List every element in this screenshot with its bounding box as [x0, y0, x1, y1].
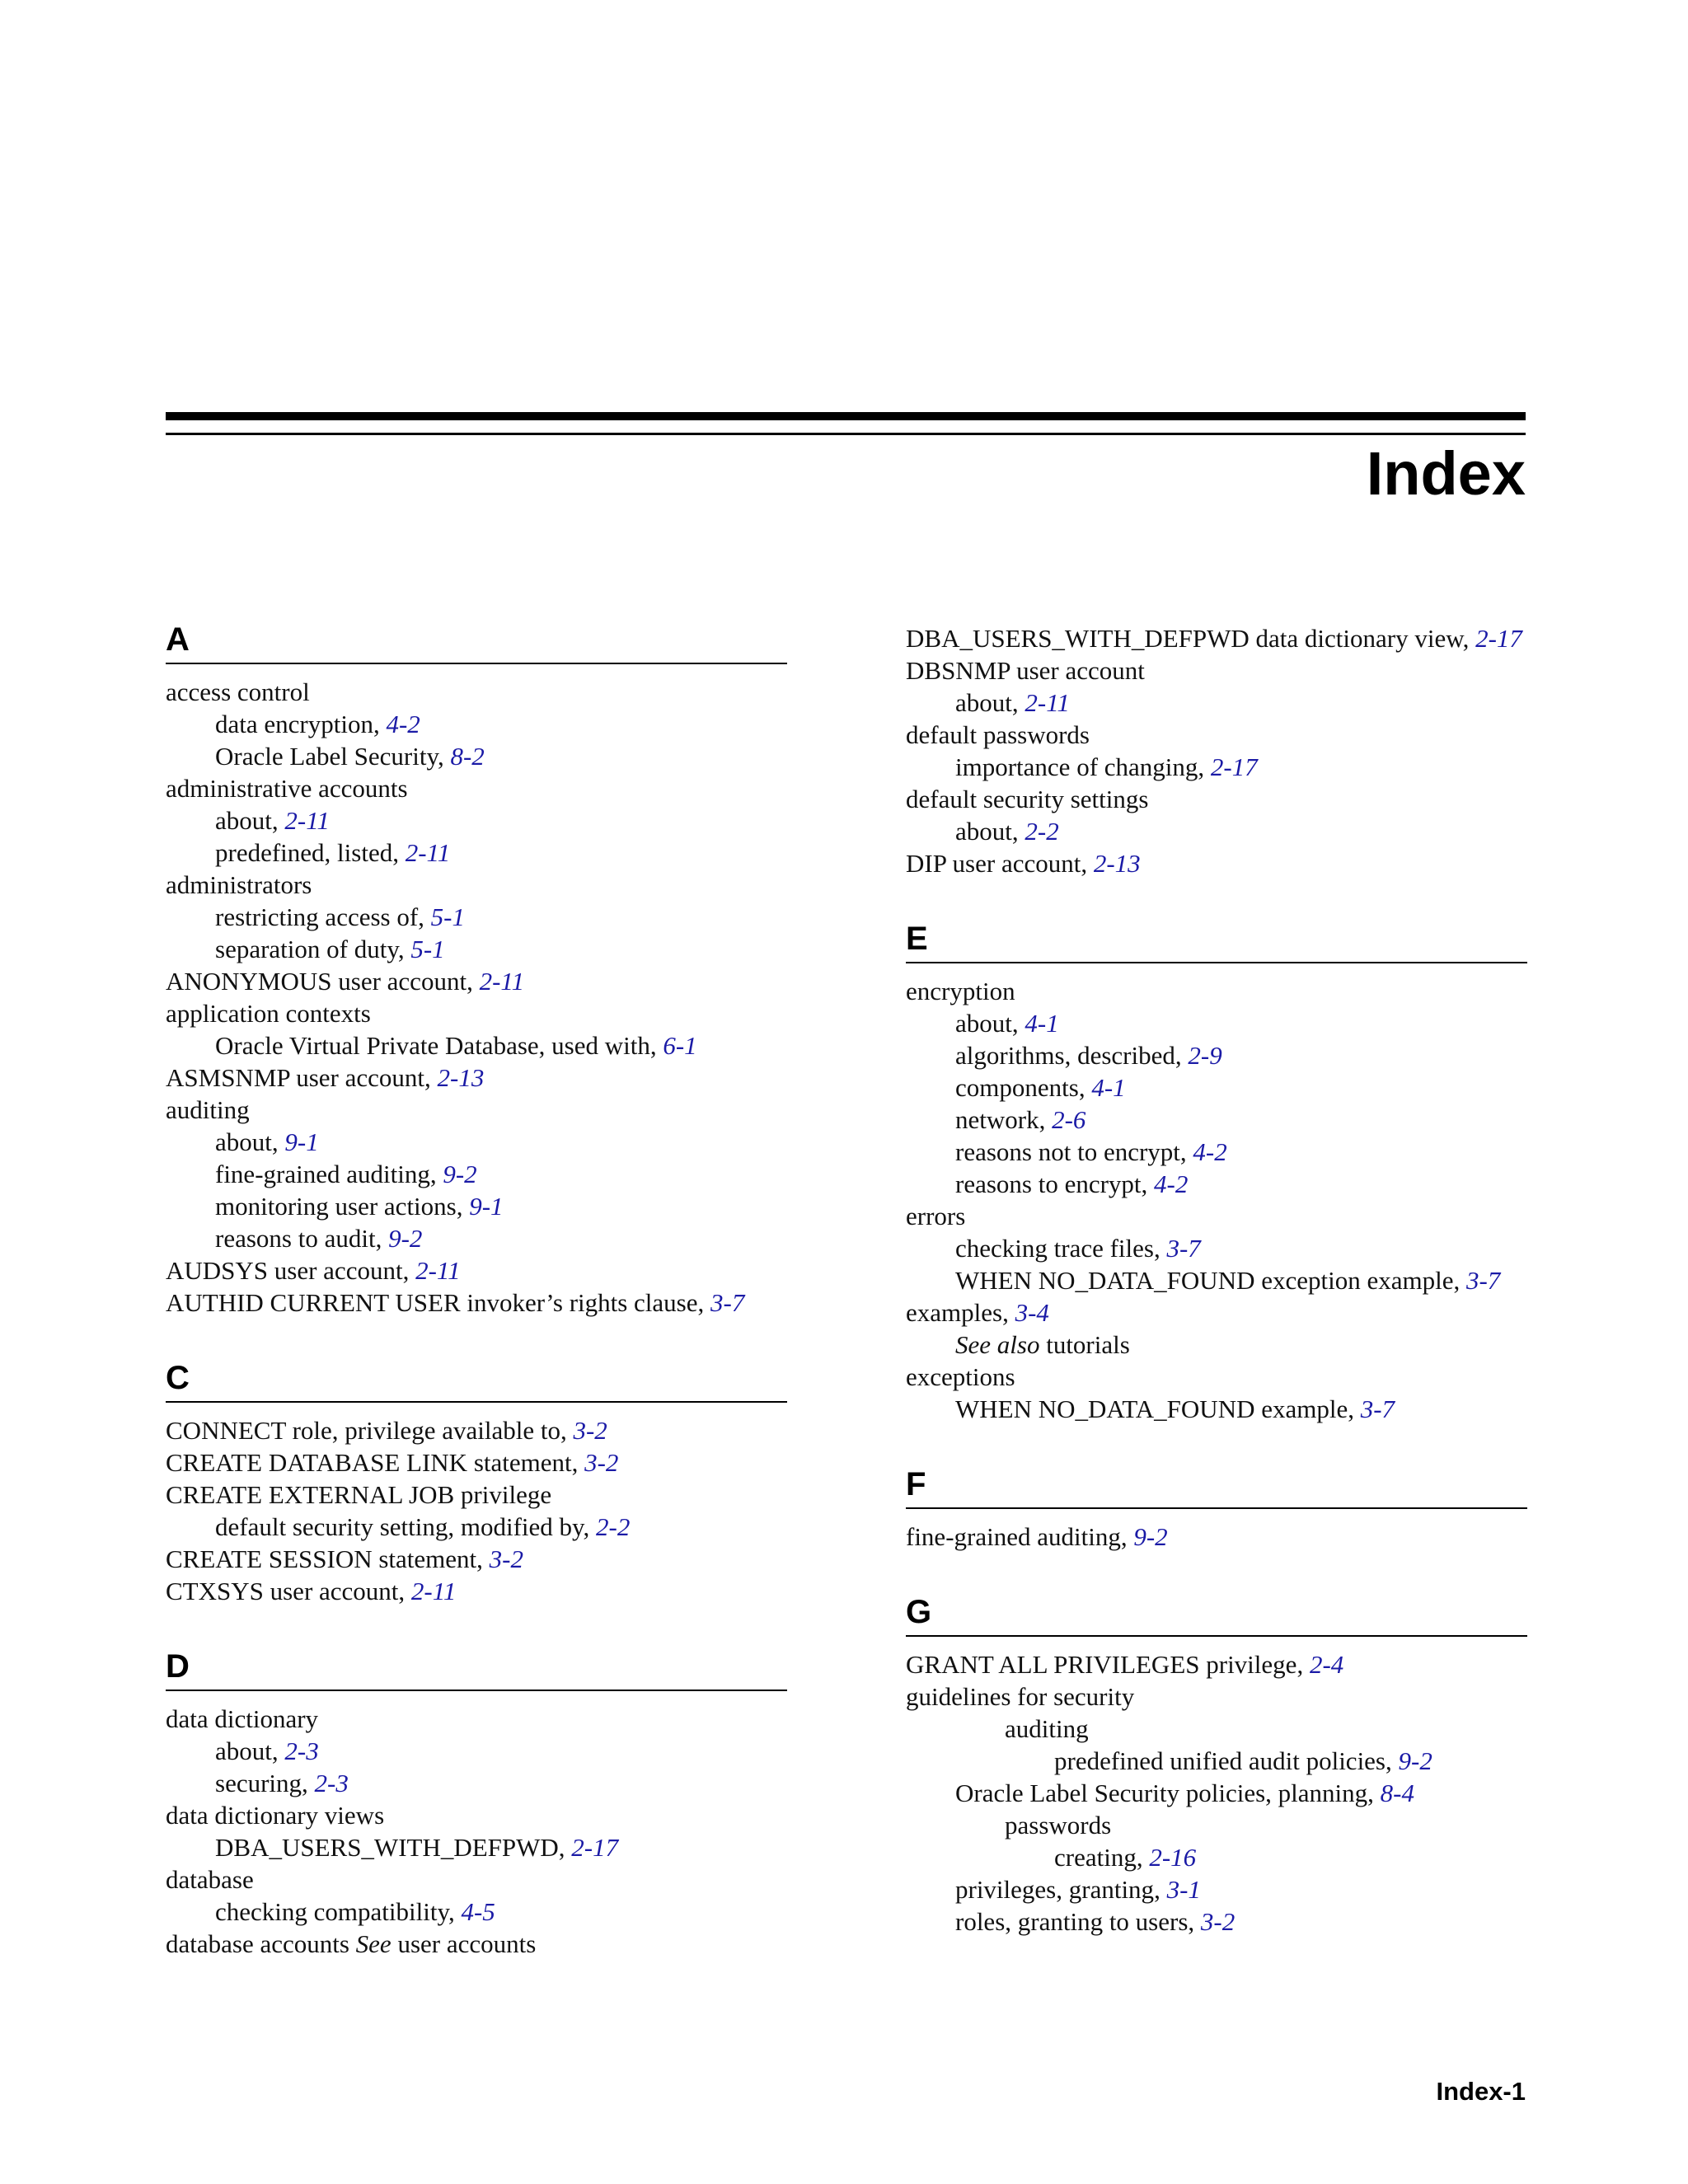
page-reference-link[interactable]: 2-11	[1025, 688, 1070, 717]
page-reference-link[interactable]: 2-13	[1093, 849, 1141, 878]
index-entry: creating, 2-16	[1054, 1843, 1197, 1872]
index-term: data dictionary views	[166, 1801, 385, 1830]
index-entry	[166, 676, 787, 708]
index-entry: separation of duty, 5-1	[215, 935, 445, 963]
index-term: CREATE DATABASE LINK statement	[166, 1448, 572, 1477]
index-entry	[906, 1713, 1527, 1745]
page-reference-link[interactable]: 4-1	[1025, 1009, 1059, 1038]
page-reference-link[interactable]: 4-2	[386, 710, 420, 738]
index-entry	[906, 975, 1527, 1007]
index-entry: data encryption, 4-2	[215, 710, 420, 738]
page-reference-link[interactable]: 2-11	[479, 967, 525, 996]
page-reference-link[interactable]: 3-7	[1360, 1394, 1395, 1423]
page-reference-link[interactable]: 9-1	[469, 1192, 504, 1221]
index-entry: GRANT ALL PRIVILEGES privilege, 2-4	[906, 1650, 1344, 1679]
index-term: passwords	[1005, 1811, 1112, 1840]
index-term: checking compatibility	[215, 1897, 448, 1926]
index-entry: WHEN NO_DATA_FOUND exception example, 3-7	[955, 1266, 1501, 1295]
index-entry	[166, 1799, 787, 1831]
page-reference-link[interactable]: 2-11	[410, 1577, 457, 1605]
index-entry: CREATE DATABASE LINK statement, 3-2	[166, 1448, 619, 1477]
index-entry	[906, 654, 1527, 687]
page-reference-link[interactable]: 2-16	[1149, 1843, 1197, 1872]
page-title: Index	[1366, 439, 1526, 508]
index-entry	[166, 1928, 787, 1960]
index-term: CREATE SESSION statement	[166, 1544, 477, 1573]
index-term: administrators	[166, 870, 312, 899]
index-section	[166, 1348, 787, 1607]
index-term: fine-grained auditing	[906, 1522, 1121, 1551]
index-section	[906, 1455, 1527, 1553]
index-term: CTXSYS user account	[166, 1577, 399, 1605]
section-letter-heading: F	[906, 1455, 1527, 1509]
page-reference-link[interactable]: 2-17	[1210, 752, 1258, 781]
index-entry: reasons to encrypt, 4-2	[955, 1169, 1189, 1198]
index-term: WHEN NO_DATA_FOUND example	[955, 1394, 1348, 1423]
index-entry	[906, 1361, 1527, 1393]
index-term: reasons not to encrypt	[955, 1137, 1180, 1166]
index-term: examples	[906, 1298, 1003, 1327]
page-reference-link[interactable]: 2-2	[1025, 817, 1059, 846]
index-term: DBSNMP user account	[906, 656, 1145, 685]
index-term: Oracle Label Security	[215, 742, 438, 771]
index-term: application contexts	[166, 999, 371, 1028]
section-letter-heading: A	[166, 610, 787, 664]
see-reference-label: See also	[955, 1330, 1040, 1359]
index-entry: network, 2-6	[955, 1105, 1086, 1134]
index-entry: CONNECT role, privilege available to, 3-2	[166, 1416, 607, 1445]
index-entry	[906, 1329, 1527, 1361]
index-entry: predefined, listed, 2-11	[215, 838, 451, 867]
page-reference-link[interactable]: 4-5	[461, 1897, 495, 1926]
page-reference-link[interactable]: 2-3	[284, 1736, 319, 1765]
index-term: DIP user account	[906, 849, 1081, 878]
see-reference-target: user accounts	[391, 1929, 537, 1958]
index-section	[906, 622, 1527, 879]
index-term: about	[215, 1127, 272, 1156]
index-section	[166, 610, 787, 1319]
page-reference-link[interactable]: 2-2	[596, 1512, 631, 1541]
index-entry	[166, 1094, 787, 1126]
see-reference-label: See	[355, 1929, 392, 1958]
index-entry: CREATE SESSION statement, 3-2	[166, 1544, 523, 1573]
title-rule-thick	[166, 412, 1526, 420]
index-section	[906, 1582, 1527, 1938]
page-reference-link[interactable]: 3-2	[489, 1544, 523, 1573]
index-entry	[906, 719, 1527, 751]
index-entry: Oracle Virtual Private Database, used with, 6-1	[215, 1031, 697, 1060]
index-entry: about, 2-11	[955, 688, 1070, 717]
index-term: about	[215, 806, 272, 835]
index-entry: Oracle Label Security, 8-2	[215, 742, 485, 771]
section-letter-heading: C	[166, 1348, 787, 1403]
index-entry	[166, 772, 787, 804]
page-reference-link[interactable]: 3-2	[584, 1448, 619, 1477]
index-entry: about, 2-3	[215, 1736, 319, 1765]
page-reference-link[interactable]: 3-2	[1200, 1907, 1236, 1936]
index-term: WHEN NO_DATA_FOUND exception example	[955, 1266, 1454, 1295]
index-term: fine-grained auditing	[215, 1160, 430, 1188]
index-entry: about, 2-11	[215, 806, 330, 835]
page-reference-link[interactable]: 3-7	[710, 1288, 745, 1317]
index-term: importance of changing	[955, 752, 1198, 781]
page-reference-link[interactable]: 2-17	[1475, 624, 1522, 653]
index-entry: roles, granting to users, 3-2	[955, 1907, 1236, 1936]
index-term: reasons to encrypt	[955, 1169, 1142, 1198]
index-entry: AUDSYS user account, 2-11	[166, 1256, 461, 1285]
index-entry: DBA_USERS_WITH_DEFPWD data dictionary view, 2-17	[906, 624, 1522, 653]
index-entry: ANONYMOUS user account, 2-11	[166, 967, 525, 996]
page-reference-link[interactable]: 3-4	[1015, 1298, 1049, 1327]
index-entry: fine-grained auditing, 9-2	[215, 1160, 477, 1188]
index-term: algorithms, described	[955, 1041, 1175, 1070]
page-reference-link[interactable]: 3-1	[1166, 1875, 1201, 1904]
index-term: checking trace files	[955, 1234, 1154, 1263]
index-term: access control	[166, 677, 310, 706]
index-entry	[906, 1809, 1527, 1841]
page-reference-link[interactable]: 4-1	[1091, 1073, 1126, 1102]
index-entry: about, 2-2	[955, 817, 1059, 846]
index-term: auditing	[1005, 1714, 1089, 1743]
index-entry	[906, 783, 1527, 815]
index-entry	[906, 1680, 1527, 1713]
page-reference-link[interactable]: 5-1	[430, 902, 465, 931]
index-entry: securing, 2-3	[215, 1769, 349, 1797]
page-reference-link[interactable]: 2-3	[314, 1769, 349, 1797]
index-term: encryption	[906, 977, 1015, 1005]
page-reference-link[interactable]: 9-2	[388, 1224, 423, 1253]
index-entry: checking trace files, 3-7	[955, 1234, 1201, 1263]
index-term: administrative accounts	[166, 774, 408, 803]
page-reference-link[interactable]: 2-6	[1052, 1105, 1086, 1134]
index-term: components	[955, 1073, 1079, 1102]
index-term: auditing	[166, 1095, 250, 1124]
page-reference-link[interactable]: 9-1	[284, 1127, 319, 1156]
index-entry: reasons not to encrypt, 4-2	[955, 1137, 1227, 1166]
index-term: predefined unified audit policies	[1054, 1746, 1386, 1775]
page-reference-link[interactable]: 2-13	[437, 1063, 485, 1092]
index-term: database accounts	[166, 1929, 349, 1958]
page-reference-link[interactable]: 5-1	[410, 935, 445, 963]
index-entry: privileges, granting, 3-1	[955, 1875, 1201, 1904]
index-term: creating	[1054, 1843, 1137, 1872]
page-reference-link[interactable]: 3-7	[1465, 1266, 1501, 1295]
index-term: ASMSNMP user account	[166, 1063, 425, 1092]
index-section	[906, 909, 1527, 1425]
index-term: CONNECT role, privilege available to	[166, 1416, 560, 1445]
index-entry: importance of changing, 2-17	[955, 752, 1258, 781]
index-term: data encryption	[215, 710, 373, 738]
page-reference-link[interactable]: 8-4	[1380, 1779, 1414, 1807]
index-entry: about, 4-1	[955, 1009, 1059, 1038]
index-term: privileges, granting	[955, 1875, 1155, 1904]
index-section	[166, 1637, 787, 1960]
index-term: AUDSYS user account	[166, 1256, 403, 1285]
index-term: data dictionary	[166, 1704, 319, 1733]
index-term: predefined, listed	[215, 838, 393, 867]
page-reference-link[interactable]: 4-2	[1154, 1169, 1189, 1198]
index-entry: predefined unified audit policies, 9-2	[1054, 1746, 1432, 1775]
index-term: DBA_USERS_WITH_DEFPWD data dictionary view	[906, 624, 1463, 653]
index-term: exceptions	[906, 1362, 1015, 1391]
index-term: about	[215, 1736, 272, 1765]
index-term: Oracle Label Security policies, planning	[955, 1779, 1368, 1807]
index-entry: monitoring user actions, 9-1	[215, 1192, 504, 1221]
index-entry	[166, 869, 787, 901]
index-entry	[166, 1479, 787, 1511]
index-entry	[166, 1863, 787, 1896]
see-reference-target: tutorials	[1039, 1330, 1130, 1359]
index-term: guidelines for security	[906, 1682, 1135, 1711]
index-term: DBA_USERS_WITH_DEFPWD	[215, 1833, 559, 1862]
index-term: about	[955, 688, 1012, 717]
index-entry: checking compatibility, 4-5	[215, 1897, 495, 1926]
index-entry: DBA_USERS_WITH_DEFPWD, 2-17	[215, 1833, 619, 1862]
page-footer: Index-1	[1436, 2077, 1526, 2106]
index-term: separation of duty	[215, 935, 398, 963]
index-entry: reasons to audit, 9-2	[215, 1224, 423, 1253]
page-reference-link[interactable]: 4-2	[1193, 1137, 1227, 1166]
index-term: reasons to audit	[215, 1224, 376, 1253]
section-letter-heading: D	[166, 1637, 787, 1691]
index-term: restricting access of	[215, 902, 419, 931]
title-rule-thin	[166, 433, 1526, 435]
page-reference-link[interactable]: 2-11	[284, 806, 330, 835]
index-term: default security setting, modified by	[215, 1512, 584, 1541]
index-entry: Oracle Label Security policies, planning, 8-4	[955, 1779, 1414, 1807]
index-entry	[166, 997, 787, 1029]
page-reference-link[interactable]: 8-2	[450, 742, 485, 771]
page-reference-link[interactable]: 2-9	[1188, 1041, 1222, 1070]
page-reference-link[interactable]: 9-2	[1133, 1522, 1168, 1551]
index-term: CREATE EXTERNAL JOB privilege	[166, 1480, 552, 1509]
page-reference-link[interactable]: 2-4	[1309, 1650, 1344, 1679]
index-entry: CTXSYS user account, 2-11	[166, 1577, 457, 1605]
index-column-left	[166, 610, 787, 1990]
page-reference-link[interactable]: 3-2	[573, 1416, 607, 1445]
section-letter-heading: E	[906, 909, 1527, 963]
index-entry: examples, 3-4	[906, 1298, 1049, 1327]
index-term: default passwords	[906, 720, 1090, 749]
index-term: default security settings	[906, 785, 1149, 813]
index-term: AUTHID CURRENT USER invoker’s rights clause	[166, 1288, 698, 1317]
index-entry: default security setting, modified by, 2-2	[215, 1512, 631, 1541]
page-reference-link[interactable]: 2-11	[415, 1256, 461, 1285]
page-reference-link[interactable]: 2-17	[571, 1833, 619, 1862]
section-letter-heading: G	[906, 1582, 1527, 1637]
index-entry: about, 9-1	[215, 1127, 319, 1156]
index-entry	[906, 1200, 1527, 1232]
index-entry: DIP user account, 2-13	[906, 849, 1141, 878]
index-term: network	[955, 1105, 1039, 1134]
index-term: ANONYMOUS user account	[166, 967, 467, 996]
index-entry	[166, 1703, 787, 1735]
index-term: errors	[906, 1202, 966, 1230]
page-reference-link[interactable]: 9-2	[1398, 1746, 1432, 1775]
index-entry: fine-grained auditing, 9-2	[906, 1522, 1168, 1551]
index-term: monitoring user actions	[215, 1192, 457, 1221]
page-reference-link[interactable]: 2-11	[405, 838, 451, 867]
index-term: about	[955, 1009, 1012, 1038]
index-entry: components, 4-1	[955, 1073, 1126, 1102]
index-term: Oracle Virtual Private Database, used with	[215, 1031, 650, 1060]
index-entry: ASMSNMP user account, 2-13	[166, 1063, 485, 1092]
index-term: securing	[215, 1769, 302, 1797]
index-term: database	[166, 1865, 254, 1894]
index-term: about	[955, 817, 1012, 846]
index-entry: AUTHID CURRENT USER invoker’s rights clause, 3-7	[166, 1288, 745, 1317]
page-reference-link[interactable]: 3-7	[1166, 1234, 1201, 1263]
index-term: roles, granting to users	[955, 1907, 1189, 1936]
index-entry: algorithms, described, 2-9	[955, 1041, 1222, 1070]
index-column-right	[906, 622, 1527, 1967]
page-reference-link[interactable]: 9-2	[443, 1160, 477, 1188]
index-entry: WHEN NO_DATA_FOUND example, 3-7	[955, 1394, 1395, 1423]
page-reference-link[interactable]: 6-1	[663, 1031, 697, 1060]
index-term: GRANT ALL PRIVILEGES privilege	[906, 1650, 1297, 1679]
index-entry: restricting access of, 5-1	[215, 902, 465, 931]
